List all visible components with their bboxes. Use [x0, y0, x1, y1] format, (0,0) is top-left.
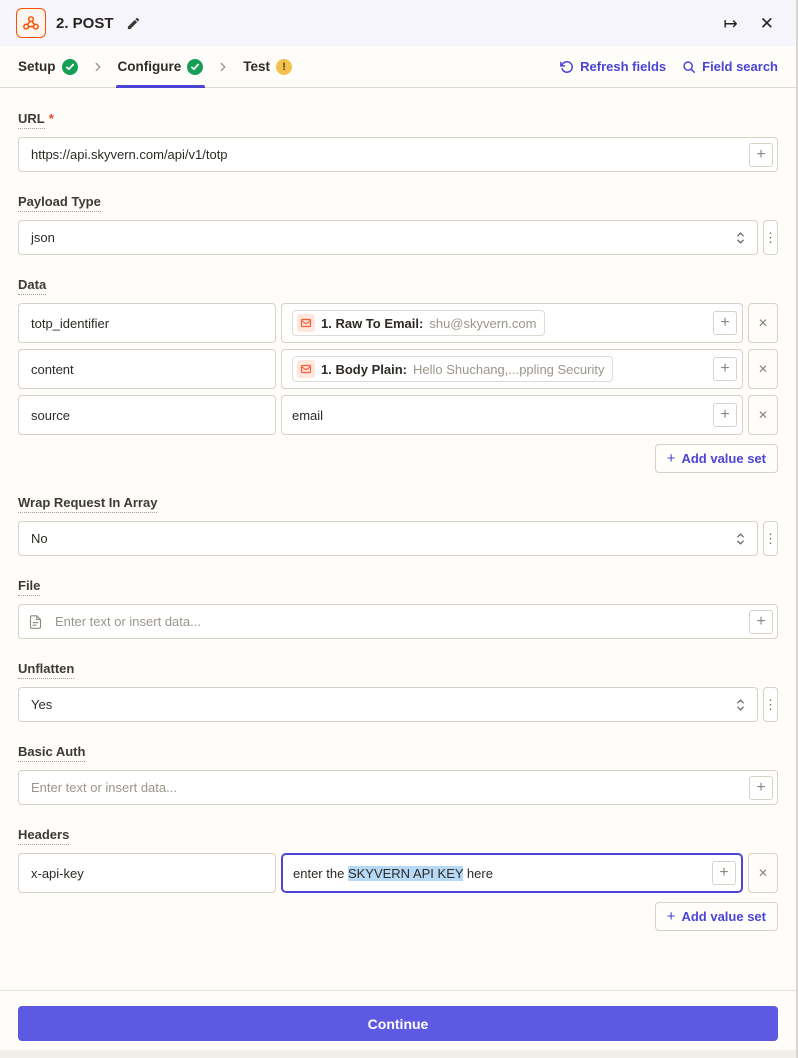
url-input[interactable] [18, 137, 778, 172]
search-icon [682, 60, 696, 74]
mapped-field-token[interactable] [292, 356, 613, 382]
kebab-menu-icon: ⋮ [764, 229, 777, 245]
basic-auth-input[interactable] [18, 770, 778, 805]
payload-type-section [18, 193, 778, 255]
plus-icon: + [666, 908, 676, 925]
email-icon [297, 360, 315, 378]
token-label: 1. Raw To Email: [321, 315, 424, 331]
chevrons-up-down-icon [734, 230, 747, 245]
unflatten-select[interactable] [18, 687, 758, 722]
insert-data-plus-button[interactable]: + [712, 861, 736, 885]
field-search-label: Field search [702, 59, 778, 74]
wrap-request-select[interactable] [18, 521, 758, 556]
continue-button[interactable]: Continue [18, 1006, 778, 1041]
tab-test-label: Test [243, 59, 271, 74]
data-value-field[interactable] [281, 395, 743, 435]
add-value-set-label: Add value set [681, 451, 766, 466]
configure-form [0, 88, 796, 990]
close-icon: ✕ [757, 866, 769, 880]
field-menu-button[interactable] [763, 521, 778, 556]
insert-data-plus-button[interactable]: + [713, 311, 737, 335]
insert-data-plus-button[interactable]: + [749, 776, 773, 800]
payload-type-label: Payload Type [18, 194, 101, 212]
header-key-input[interactable] [18, 853, 276, 893]
data-row-2 [18, 349, 778, 389]
remove-row-button[interactable] [748, 303, 778, 343]
file-input[interactable] [18, 604, 778, 639]
collapse-right-icon: ↦ [723, 13, 738, 33]
data-value-text: email [292, 407, 324, 423]
header-value-text [293, 866, 493, 881]
warning-circle-icon: ! [276, 59, 292, 75]
add-value-set-button[interactable] [655, 444, 778, 473]
close-icon: ✕ [757, 316, 769, 330]
token-value: Hello Shuchang,...ppling Security [412, 361, 605, 377]
close-icon: ✕ [759, 13, 774, 33]
chevrons-up-down-icon [734, 531, 747, 546]
refresh-icon [560, 60, 574, 74]
required-asterisk: * [48, 111, 54, 126]
token-label: 1. Body Plain: [321, 361, 407, 377]
remove-row-button[interactable] [748, 395, 778, 435]
step-title: 2. POST [56, 14, 114, 32]
tab-configure[interactable] [116, 46, 206, 87]
data-key-input[interactable] [18, 303, 276, 343]
data-key-input[interactable] [18, 395, 276, 435]
value-text-after: here [463, 865, 493, 881]
field-menu-button[interactable] [763, 687, 778, 722]
token-value: shu@skyvern.com [429, 315, 537, 331]
data-value-field[interactable] [281, 303, 743, 343]
data-value-field[interactable] [281, 349, 743, 389]
basic-auth-section [18, 743, 778, 805]
add-value-set-label: Add value set [681, 909, 766, 924]
insert-data-plus-button[interactable]: + [713, 357, 737, 381]
value-text-before: enter the [293, 865, 348, 881]
header-value-field[interactable] [281, 853, 743, 893]
insert-data-plus-button[interactable]: + [749, 143, 773, 167]
refresh-fields-label: Refresh fields [580, 59, 667, 74]
field-menu-button[interactable] [763, 220, 778, 255]
file-section [18, 577, 778, 639]
webhook-app-icon [16, 8, 46, 38]
data-key-input[interactable] [18, 349, 276, 389]
tab-setup-label: Setup [18, 59, 56, 74]
remove-row-button[interactable] [748, 853, 778, 893]
file-label: File [18, 578, 40, 596]
unflatten-section [18, 660, 778, 722]
data-section [18, 276, 778, 473]
panel-footer [0, 990, 796, 1050]
field-search-button[interactable] [680, 55, 780, 78]
url-section [18, 110, 778, 172]
url-label: URL [18, 111, 45, 129]
basic-auth-label: Basic Auth [18, 744, 85, 762]
unflatten-label: Unflatten [18, 661, 74, 679]
tab-test[interactable] [241, 46, 294, 87]
file-text-icon [28, 614, 43, 629]
kebab-menu-icon: ⋮ [764, 530, 777, 546]
headers-row-1 [18, 853, 778, 893]
headers-section [18, 826, 778, 931]
mapped-field-token[interactable] [292, 310, 545, 336]
wrap-request-label: Wrap Request In Array [18, 495, 157, 513]
bottom-edge [0, 1050, 796, 1058]
wrap-request-section [18, 494, 778, 556]
payload-type-value: json [31, 230, 55, 245]
check-circle-icon [187, 59, 203, 75]
insert-data-plus-button[interactable]: + [749, 610, 773, 634]
data-label: Data [18, 277, 46, 295]
remove-row-button[interactable] [748, 349, 778, 389]
panel-header [0, 0, 796, 46]
data-row-1 [18, 303, 778, 343]
close-panel-button[interactable] [754, 11, 780, 36]
pencil-icon [126, 16, 141, 31]
close-icon: ✕ [757, 362, 769, 376]
tab-configure-label: Configure [117, 59, 182, 74]
refresh-fields-button[interactable] [558, 55, 668, 78]
check-circle-icon [62, 59, 78, 75]
close-icon: ✕ [757, 408, 769, 422]
plus-icon: + [666, 450, 676, 467]
tab-setup[interactable] [16, 46, 80, 87]
add-value-set-button[interactable] [655, 902, 778, 931]
payload-type-select[interactable] [18, 220, 758, 255]
email-icon [297, 314, 315, 332]
chevrons-up-down-icon [734, 697, 747, 712]
chevron-right-icon [92, 61, 104, 73]
headers-label: Headers [18, 827, 69, 845]
data-row-3 [18, 395, 778, 435]
wrap-request-value: No [31, 531, 48, 546]
unflatten-value: Yes [31, 697, 53, 712]
chevron-right-icon [217, 61, 229, 73]
selected-text: SKYVERN API KEY [347, 865, 464, 881]
kebab-menu-icon: ⋮ [764, 696, 777, 712]
insert-data-plus-button[interactable]: + [713, 403, 737, 427]
edit-title-button[interactable] [124, 14, 143, 33]
collapse-panel-button[interactable] [718, 11, 744, 36]
step-tabs [0, 46, 796, 88]
